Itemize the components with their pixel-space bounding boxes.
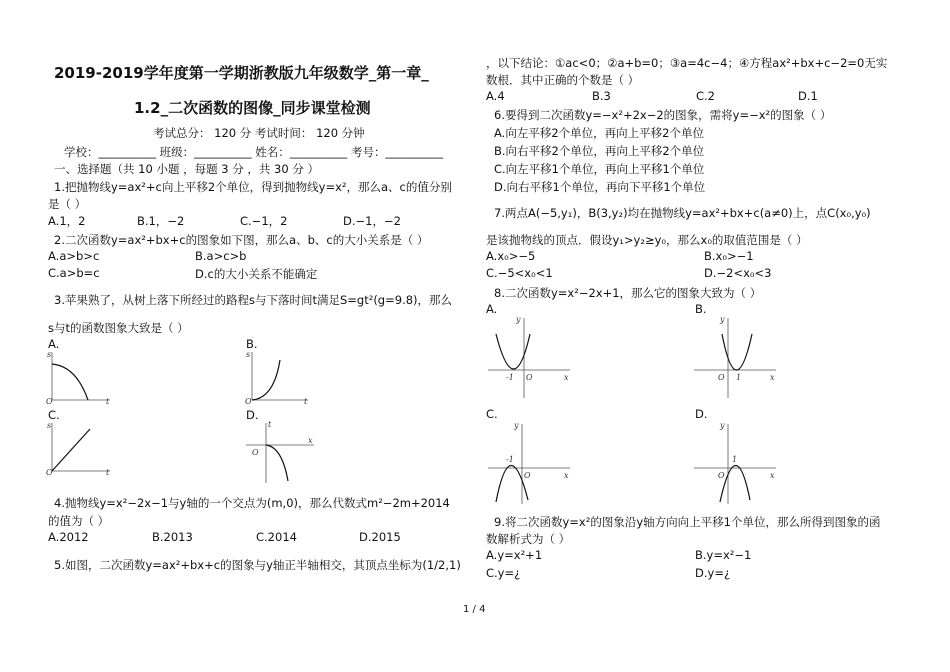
axis-x-label: x <box>770 373 775 382</box>
q6-option-c[interactable]: C.向左平移1个单位，再向上平移1个单位 <box>494 162 705 176</box>
origin-label: O <box>718 471 725 480</box>
q8-graph-c[interactable] <box>486 420 572 506</box>
axis-t-label: t <box>268 420 272 429</box>
title-line1: 2019-2019学年度第一学期浙教版九年级数学_第一章_ <box>54 64 429 82</box>
axis-x-label: x <box>564 373 569 382</box>
q3-graph-a[interactable] <box>46 348 114 406</box>
axis-s-label: s <box>246 350 251 359</box>
q6-option-d[interactable]: D.向右平移1个单位，再向下平移1个单位 <box>494 180 706 194</box>
q8-graph-a[interactable] <box>486 314 572 400</box>
q2-option-b[interactable]: B.a>c>b <box>195 249 247 263</box>
axis-y-label: y <box>720 421 725 430</box>
q5-cont2: 数根．其中正确的个数是（ ） <box>486 73 640 87</box>
q2-option-a[interactable]: A.a>b>c <box>48 249 100 263</box>
tick-one: 1 <box>736 373 742 382</box>
q5-stem: 5.如图，二次函数y=ax²+bx+c的图象与y轴正半轴相交，其顶点坐标为(1/2,1) <box>54 558 461 572</box>
q4-option-d[interactable]: D.2015 <box>359 530 401 544</box>
exam-info: 考试总分： 120 分 考试时间： 120 分钟 <box>153 126 365 140</box>
q8-graph-d[interactable] <box>692 420 778 506</box>
q3-stem: 3.苹果熟了，从树上落下所经过的路程s与下落时间t满足S=gt²(g=9.8)，那么 <box>54 293 453 307</box>
section-heading: 一、选择题（共 10 小题 ，每题 3 分 ，共 30 分 ） <box>54 162 319 176</box>
q3-stem2: s与t的函数图象大致是（ ） <box>48 321 189 335</box>
q6-option-b[interactable]: B.向右平移2个单位，再向上平移2个单位 <box>494 144 705 158</box>
tick-neg1: -1 <box>506 373 514 382</box>
q8-stem: 8.二次函数y=x²−2x+1，那么它的图象大致为（ ） <box>494 286 762 300</box>
q7-option-d[interactable]: D.−2<x₀<3 <box>704 266 772 280</box>
axis-t-label: t <box>304 397 308 406</box>
origin-label: O <box>252 448 259 457</box>
q5-option-d[interactable]: D.1 <box>798 89 818 103</box>
page-number: 1 / 4 <box>463 604 486 615</box>
axis-y-label: y <box>516 315 521 324</box>
q8-option-a[interactable]: A. <box>486 302 498 316</box>
axis-y-label: y <box>720 315 725 324</box>
tick-neg1: -1 <box>506 455 514 464</box>
q7-option-c[interactable]: C.−5<x₀<1 <box>486 266 553 280</box>
q4-stem: 4.抛物线y=x²−2x−1与y轴的一个交点为(m,0)，那么代数式m²−2m+2014 <box>54 496 450 510</box>
axis-t-label: t <box>106 397 110 406</box>
axis-t-label: t <box>106 468 110 477</box>
q1-option-b[interactable]: B.1，−2 <box>137 214 185 228</box>
origin-label: O <box>46 468 53 477</box>
axis-s-label: s <box>47 421 52 430</box>
q4-option-c[interactable]: C.2014 <box>256 530 297 544</box>
q3-graph-d[interactable] <box>244 419 316 485</box>
axis-x-label: x <box>770 471 775 480</box>
q9-option-c[interactable]: C.y=¿ <box>486 566 521 580</box>
q9-option-a[interactable]: A.y=x²+1 <box>486 548 543 562</box>
q6-option-a[interactable]: A.向左平移2个单位，再向上平移2个单位 <box>494 126 704 140</box>
q4-option-b[interactable]: B.2013 <box>152 530 193 544</box>
q6-stem: 6.要得到二次函数y=−x²+2x−2的图象，需将y=−x²的图象（ ） <box>494 108 832 122</box>
q2-stem: 2.二次函数y=ax²+bx+c的图象如下图，那么a、b、c的大小关系是（ ） <box>54 233 429 247</box>
q8-option-b[interactable]: B. <box>695 302 707 316</box>
q5-option-b[interactable]: B.3 <box>592 89 611 103</box>
q7-option-b[interactable]: B.x₀>−1 <box>704 249 754 263</box>
q3-graph-b[interactable] <box>244 348 312 406</box>
q3-option-b[interactable]: B. <box>246 337 258 351</box>
axis-x-label: x <box>564 471 569 480</box>
q1-option-d[interactable]: D.−1，−2 <box>343 214 401 228</box>
q3-option-a[interactable]: A. <box>48 337 60 351</box>
origin-label: O <box>245 397 252 406</box>
q5-cont: ，以下结论：①ac<0；②a+b=0；③a=4c−4；④方程ax²+bx+c−2=0无实 <box>486 56 888 70</box>
q1-stem: 1.把抛物线y=ax²+c向上平移2个单位，得到抛物线y=x²，那么a、c的值分别 <box>54 180 452 194</box>
q4-stem2: 的值为（ ） <box>48 514 110 528</box>
origin-label: O <box>526 373 533 382</box>
student-fields: 学校：__________ 班级：__________ 姓名：__________ 考号：__________ <box>64 145 443 159</box>
q7-option-a[interactable]: A.x₀>−5 <box>486 249 536 263</box>
q7-stem2: 是该抛物线的顶点．假设y₁>y₂≥y₀，那么x₀的取值范围是（ ） <box>486 233 808 247</box>
q3-option-c[interactable]: C. <box>48 408 60 422</box>
q5-option-c[interactable]: C.2 <box>696 89 716 103</box>
q3-graph-c[interactable] <box>46 419 114 477</box>
origin-label: O <box>718 373 725 382</box>
axis-x-label: x <box>308 436 313 445</box>
q2-option-d[interactable]: D.c的大小关系不能确定 <box>195 267 318 281</box>
q8-option-c[interactable]: C. <box>486 407 498 421</box>
origin-label: O <box>524 471 531 480</box>
q1-option-c[interactable]: C.−1，2 <box>240 214 288 228</box>
q9-option-b[interactable]: B.y=x²−1 <box>695 548 752 562</box>
q9-stem: 9.将二次函数y=x²的图象沿y轴方向向上平移1个单位，那么所得到图象的函 <box>494 515 881 529</box>
q1-stem2: 是（ ） <box>48 197 87 211</box>
q3-option-d[interactable]: D. <box>246 408 259 422</box>
axis-s-label: s <box>47 350 52 359</box>
q4-option-a[interactable]: A.2012 <box>48 530 89 544</box>
q9-option-d[interactable]: D.y=¿ <box>695 566 731 580</box>
q9-stem2: 数解析式为（ ） <box>486 532 571 546</box>
q8-option-d[interactable]: D. <box>695 407 708 421</box>
q8-graph-b[interactable] <box>692 314 778 400</box>
axis-y-label: y <box>514 421 519 430</box>
title-line2: 1.2_二次函数的图像_同步课堂检测 <box>134 99 371 117</box>
tick-one: 1 <box>732 455 738 464</box>
q5-option-a[interactable]: A.4 <box>486 89 505 103</box>
q1-option-a[interactable]: A.1，2 <box>48 214 86 228</box>
q7-stem: 7.两点A(−5,y₁)，B(3,y₂)均在抛物线y=ax²+bx+c(a≠0)上，点C(x₀,y₀) <box>494 206 871 220</box>
origin-label: O <box>46 397 53 406</box>
q2-option-c[interactable]: C.a>b=c <box>48 266 100 280</box>
